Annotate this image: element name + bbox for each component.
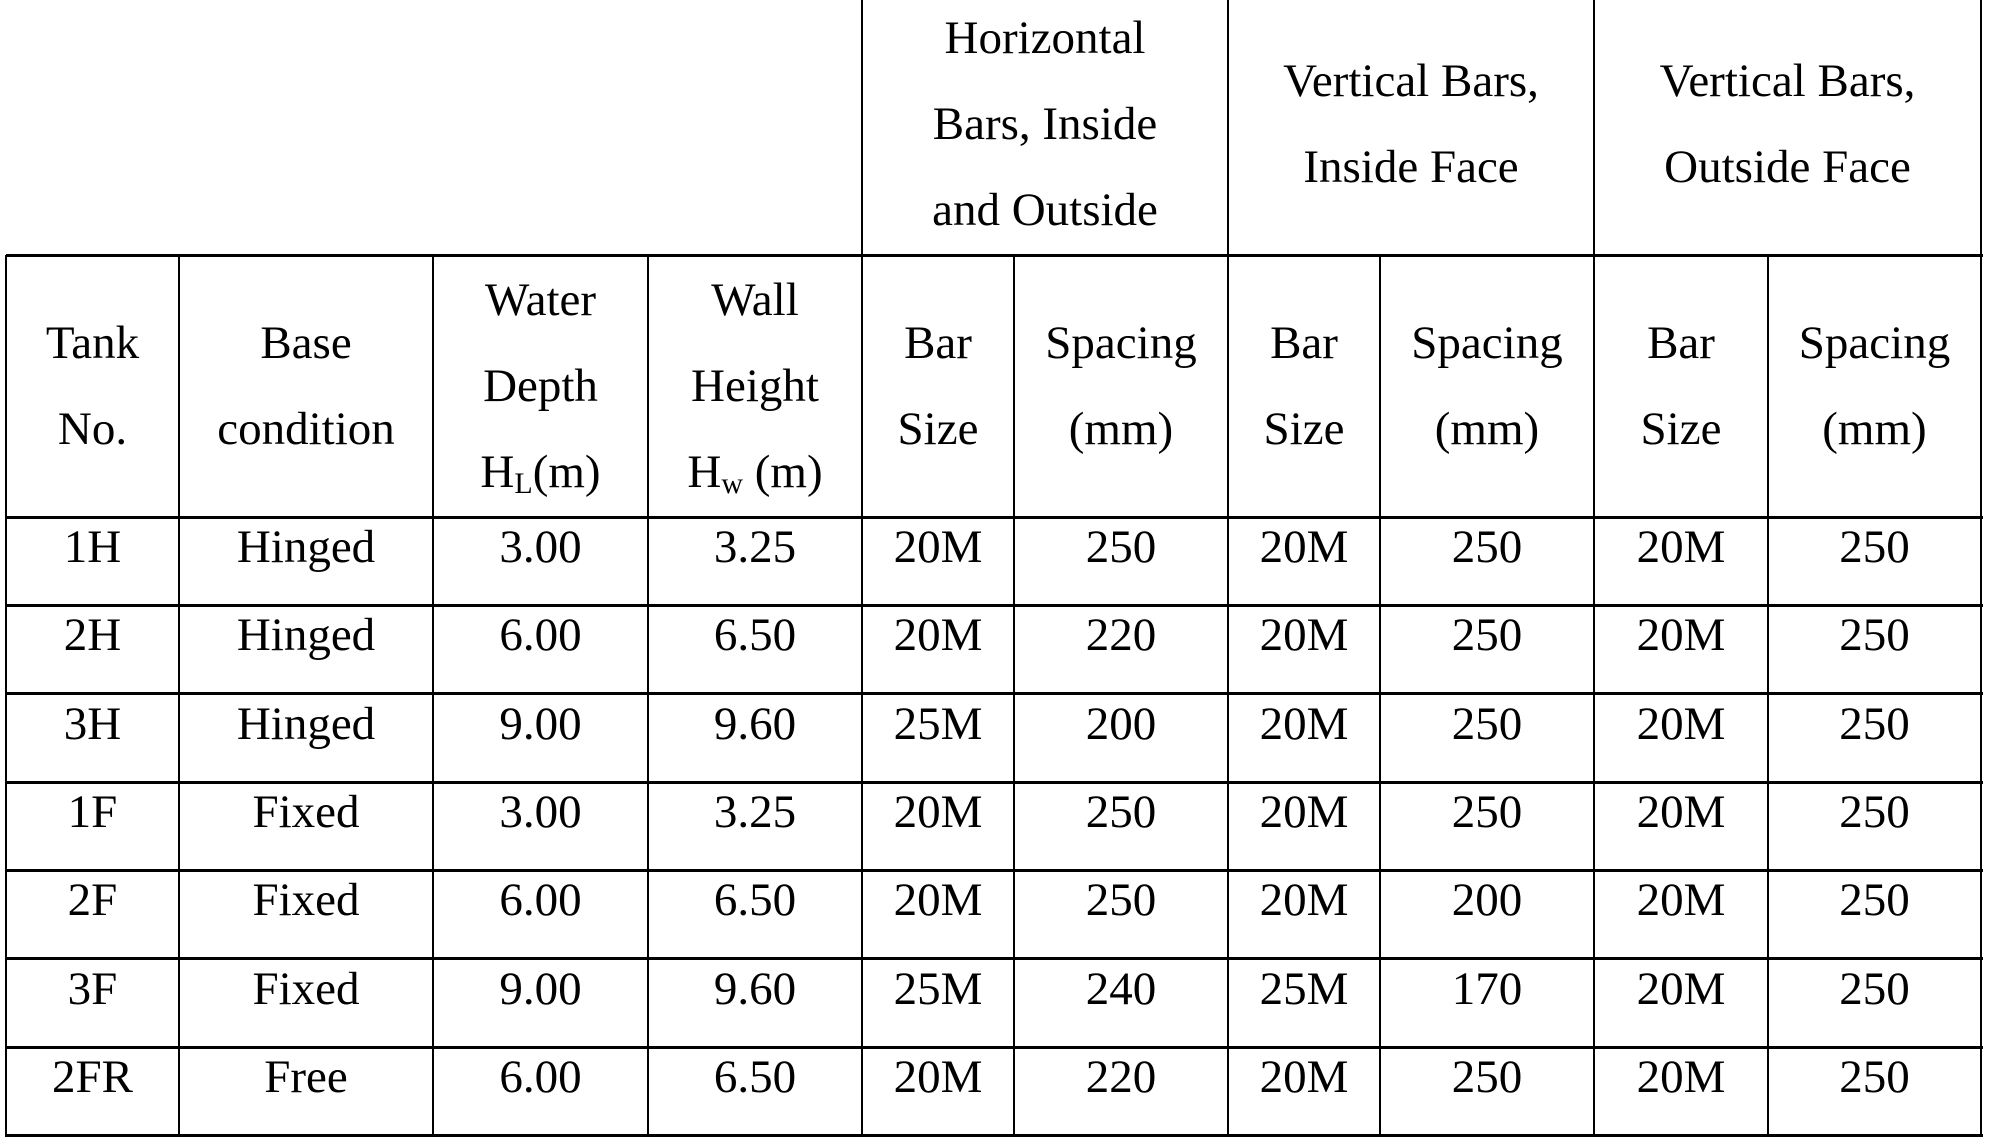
grid-vline <box>1379 255 1381 1137</box>
grid-vline <box>1227 0 1229 257</box>
column-header-h-spacing <box>1014 255 1228 517</box>
grid-vline <box>1767 255 1769 1137</box>
grid-hline <box>6 692 1983 695</box>
cell-tank-no: 3F <box>67 962 118 1015</box>
header-line: (mm) <box>1434 403 1540 455</box>
cell-base-condition: Fixed <box>252 962 360 1015</box>
header-line: No. <box>57 403 128 455</box>
cell-vi-bar-size: 25M <box>1259 962 1349 1015</box>
cell-wall-height: 3.25 <box>713 786 797 838</box>
header-line: Height <box>691 360 819 412</box>
cell-h-spacing: 240 <box>1085 962 1157 1015</box>
grid-hline <box>6 1134 1983 1137</box>
subscript: L <box>514 467 533 500</box>
symbol: H <box>687 446 722 498</box>
cell-base-condition: Hinged <box>236 697 376 750</box>
cell-vo-spacing: 250 <box>1839 962 1910 1015</box>
cell-wall-height: 6.50 <box>713 874 797 926</box>
cell-tank-no: 1F <box>67 786 118 838</box>
cell-water-depth: 3.00 <box>499 786 582 838</box>
cell-wall-height: 9.60 <box>713 697 797 750</box>
cell-vo-spacing: 250 <box>1839 1051 1910 1103</box>
cell-vi-spacing: 250 <box>1451 609 1523 661</box>
header-line: (mm) <box>1068 403 1174 455</box>
grid-vline <box>861 255 863 1137</box>
cell-h-spacing: 220 <box>1085 609 1157 661</box>
cell-h-spacing: 250 <box>1085 874 1157 926</box>
cell-h-bar-size: 20M <box>893 786 983 838</box>
cell-h-bar-size: 20M <box>893 609 983 661</box>
group-header-line: Outside Face <box>1664 140 1911 193</box>
column-header-tank-no <box>6 255 179 517</box>
cell-vo-spacing: 250 <box>1839 521 1910 573</box>
cell-water-depth: 6.00 <box>499 1051 582 1103</box>
cell-vo-bar-size: 20M <box>1636 521 1726 573</box>
header-line: Tank <box>45 317 140 369</box>
cell-vi-spacing: 250 <box>1451 521 1523 573</box>
cell-h-bar-size: 25M <box>893 697 983 750</box>
cell-vi-bar-size: 20M <box>1259 786 1349 838</box>
cell-base-condition: Hinged <box>236 521 376 573</box>
column-header-vi-bar-size <box>1228 255 1380 517</box>
cell-vi-bar-size: 20M <box>1259 521 1349 573</box>
cell-h-spacing: 250 <box>1085 786 1157 838</box>
cell-tank-no: 2FR <box>52 1051 133 1103</box>
cell-tank-no: 3H <box>63 697 122 750</box>
cell-wall-height: 6.50 <box>713 609 797 661</box>
column-header-vo-spacing <box>1768 255 1981 517</box>
grid-vline <box>1013 255 1015 1137</box>
cell-tank-no: 1H <box>63 521 122 573</box>
grid-vline <box>1593 0 1595 257</box>
header-line: Wall <box>711 274 799 326</box>
grid-vline <box>178 255 180 1137</box>
header-line: Size <box>897 403 979 455</box>
cell-water-depth: 6.00 <box>499 609 582 661</box>
grid-vline <box>5 255 7 1137</box>
grid-vline <box>1980 255 1982 1137</box>
grid-vline <box>432 255 434 1137</box>
cell-tank-no: 2H <box>63 609 122 661</box>
cell-water-depth: 3.00 <box>499 521 582 573</box>
cell-water-depth: 9.00 <box>499 962 582 1015</box>
cell-vo-bar-size: 20M <box>1636 609 1726 661</box>
cell-h-bar-size: 20M <box>893 521 983 573</box>
cell-vi-spacing: 250 <box>1451 786 1523 838</box>
grid-vline <box>861 0 863 257</box>
unit: (m) <box>743 446 823 498</box>
cell-water-depth: 9.00 <box>499 697 582 750</box>
column-header-vi-spacing <box>1380 255 1594 517</box>
grid-hline <box>6 516 1983 519</box>
header-line: Water <box>484 274 597 326</box>
cell-vo-spacing: 250 <box>1839 874 1910 926</box>
header-line: Bar <box>904 317 972 369</box>
grid-vline <box>1593 255 1595 1137</box>
cell-base-condition: Fixed <box>252 786 360 838</box>
header-line: Bar <box>1270 317 1338 369</box>
group-header-line: Vertical Bars, <box>1659 54 1916 107</box>
subscript: w <box>721 467 743 500</box>
cell-vi-spacing: 170 <box>1451 962 1523 1015</box>
grid-hline <box>6 1046 1983 1049</box>
cell-vi-spacing: 250 <box>1451 697 1523 750</box>
header-line-symbol <box>480 429 600 515</box>
cell-vo-bar-size: 20M <box>1636 962 1726 1015</box>
group-header-line: Inside Face <box>1303 140 1519 193</box>
grid-hline <box>6 869 1983 872</box>
unit: (m) <box>532 446 601 498</box>
grid-vline <box>1227 255 1229 1137</box>
group-header-vertical-outside <box>1594 0 1981 255</box>
cell-h-spacing: 220 <box>1085 1051 1157 1103</box>
cell-vo-bar-size: 20M <box>1636 1051 1726 1103</box>
cell-base-condition: Fixed <box>252 874 360 926</box>
cell-base-condition: Hinged <box>236 609 376 661</box>
grid-vline <box>647 255 649 1137</box>
cell-h-bar-size: 20M <box>893 874 983 926</box>
cell-vi-bar-size: 20M <box>1259 697 1349 750</box>
group-header-line: Horizontal <box>944 11 1146 64</box>
cell-vi-spacing: 250 <box>1451 1051 1523 1103</box>
grid-hline <box>6 957 1983 960</box>
column-header-h-bar-size <box>862 255 1014 517</box>
cell-vo-bar-size: 20M <box>1636 786 1726 838</box>
grid-hline <box>6 254 1983 257</box>
symbol: H <box>480 446 515 498</box>
cell-wall-height: 6.50 <box>713 1051 797 1103</box>
header-line-symbol <box>687 429 822 515</box>
column-header-water-depth <box>433 255 648 517</box>
group-header-vertical-inside <box>1228 0 1594 255</box>
cell-h-bar-size: 25M <box>893 962 983 1015</box>
header-line: Bar <box>1647 317 1715 369</box>
header-line: Size <box>1263 403 1345 455</box>
group-header-horizontal-bars <box>862 0 1228 255</box>
column-header-base-condition <box>179 255 433 517</box>
group-header-line: and Outside <box>932 183 1158 236</box>
cell-vo-spacing: 250 <box>1839 697 1910 750</box>
cell-vo-spacing: 250 <box>1839 609 1910 661</box>
header-line: (mm) <box>1822 403 1927 455</box>
cell-h-spacing: 200 <box>1085 697 1157 750</box>
grid-hline <box>6 781 1983 784</box>
grid-vline <box>1980 0 1982 257</box>
grid-hline <box>6 604 1983 607</box>
header-line: Spacing <box>1411 317 1563 369</box>
cell-vi-spacing: 200 <box>1451 874 1523 926</box>
cell-h-bar-size: 20M <box>893 1051 983 1103</box>
header-line: Base <box>260 317 352 369</box>
column-header-wall-height <box>648 255 862 517</box>
cell-tank-no: 2F <box>67 874 118 926</box>
cell-vo-bar-size: 20M <box>1636 874 1726 926</box>
header-line: condition <box>217 403 395 455</box>
header-line: Depth <box>483 360 598 412</box>
group-header-line: Vertical Bars, <box>1283 54 1539 107</box>
group-header-line: Bars, Inside <box>932 97 1158 150</box>
cell-vo-bar-size: 20M <box>1636 697 1726 750</box>
cell-wall-height: 3.25 <box>713 521 797 573</box>
cell-base-condition: Free <box>264 1051 348 1103</box>
header-line: Spacing <box>1045 317 1197 369</box>
cell-h-spacing: 250 <box>1085 521 1157 573</box>
header-line: Size <box>1640 403 1722 455</box>
cell-vi-bar-size: 20M <box>1259 874 1349 926</box>
column-header-vo-bar-size <box>1594 255 1768 517</box>
cell-vo-spacing: 250 <box>1839 786 1910 838</box>
cell-water-depth: 6.00 <box>499 874 582 926</box>
header-line: Spacing <box>1798 317 1951 369</box>
cell-vi-bar-size: 20M <box>1259 1051 1349 1103</box>
cell-wall-height: 9.60 <box>713 962 797 1015</box>
cell-vi-bar-size: 20M <box>1259 609 1349 661</box>
